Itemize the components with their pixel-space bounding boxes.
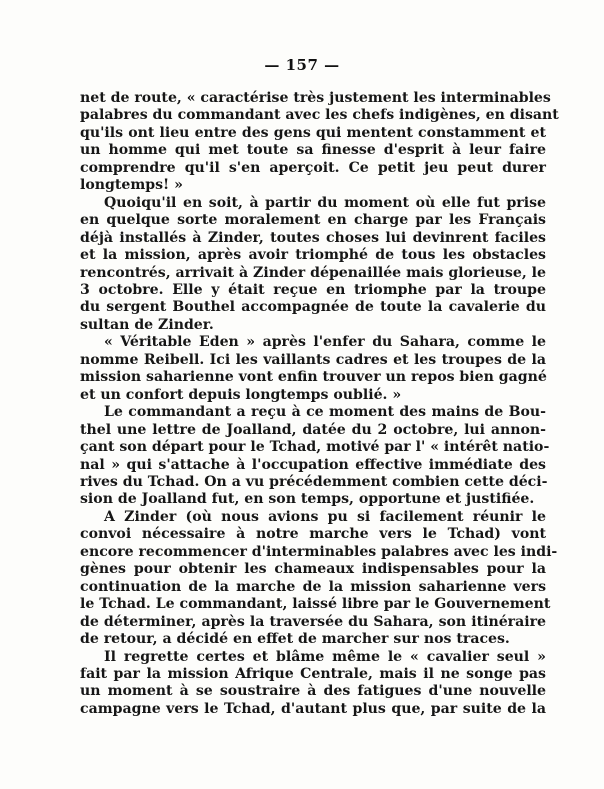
text-line: du sergent Bouthel accompagnée de toute la cavalerie du: [80, 299, 546, 316]
text-line: Le commandant a reçu à ce moment des mains de Bou-: [104, 404, 546, 421]
text-line: convoi nécessaire à notre marche vers le Tchad) vont: [80, 526, 546, 543]
text-line: 3 octobre. Elle y était reçue en triomphe par la troupe: [80, 281, 546, 298]
text-line: comprendre qu'il s'en aperçoit. Ce petit jeu peut durer: [80, 159, 546, 176]
text-line: nal » qui s'attache à l'occupation effective immédiate des: [80, 456, 546, 473]
text-line: thel une lettre de Joalland, datée du 2 octobre, lui annon-: [80, 421, 546, 438]
text-line: rives du Tchad. On a vu précédemment combien cette déci-: [80, 473, 548, 490]
text-line: A Zinder (où nous avions pu si facilement réunir le: [104, 508, 546, 525]
text-line: encore recommencer d'interminables palabres avec les indi-: [80, 543, 558, 560]
text-line: rencontrés, arrivait à Zinder dépenaillée mais glorieuse, le: [80, 264, 546, 281]
text-line: longtemps! »: [80, 177, 183, 194]
text-line: sion de Joalland fut, en son temps, opportune et justifiée.: [80, 491, 535, 508]
text-line: qu'ils ont lieu entre des gens qui mentent constamment et: [80, 124, 546, 141]
text-line: çant son départ pour le Tchad, motivé par l' « intérêt natio-: [80, 439, 550, 456]
page-body-text: [80, 90, 559, 718]
text-line: déjà installés à Zinder, toutes choses lui devinrent faciles: [80, 229, 546, 246]
text-line: continuation de la marche de la mission saharienne vers: [80, 578, 546, 595]
text-line: en quelque sorte moralement en charge par les Français: [80, 212, 546, 229]
text-line: « Véritable Eden » après l'enfer du Sahara, comme le: [104, 334, 546, 351]
text-line: et un confort depuis longtemps oublié. »: [80, 386, 402, 403]
text-line: le Tchad. Le commandant, laissé libre par le Gouvernement: [80, 596, 551, 613]
text-line: un moment à se soustraire à des fatigues d'une nouvelle: [80, 683, 546, 700]
text-line: sultan de Zinder.: [80, 316, 214, 333]
text-line: de retour, a décidé en effet de marcher sur nos traces.: [80, 631, 510, 648]
text-line: de déterminer, après la traversée du Sahara, son itinéraire: [80, 613, 546, 630]
text-line: nomme Reibell. Ici les vaillants cadres et les troupes de la: [80, 351, 546, 368]
page-number: — 157 —: [264, 56, 340, 74]
text-line: campagne vers le Tchad, d'autant plus que, par suite de la: [80, 700, 546, 717]
text-line: mission saharienne vont enfin trouver un repos bien gagné: [80, 369, 547, 386]
text-line: net de route, « caractérise très justement les interminables: [80, 90, 551, 106]
text-line: fait par la mission Afrique Centrale, mais il ne songe pas: [80, 665, 546, 682]
text-line: Quoiqu'il en soit, à partir du moment où elle fut prise: [104, 194, 546, 211]
text-line: Il regrette certes et blâme même le « cavalier seul »: [104, 648, 546, 665]
text-line: un homme qui met toute sa finesse d'esprit à leur faire: [80, 142, 546, 159]
text-line: et la mission, après avoir triomphé de tous les obstacles: [80, 247, 546, 264]
text-line: gènes pour obtenir les chameaux indispensables pour la: [80, 561, 546, 578]
text-line: palabres du commandant avec les chefs indigènes, en disant: [80, 107, 559, 124]
